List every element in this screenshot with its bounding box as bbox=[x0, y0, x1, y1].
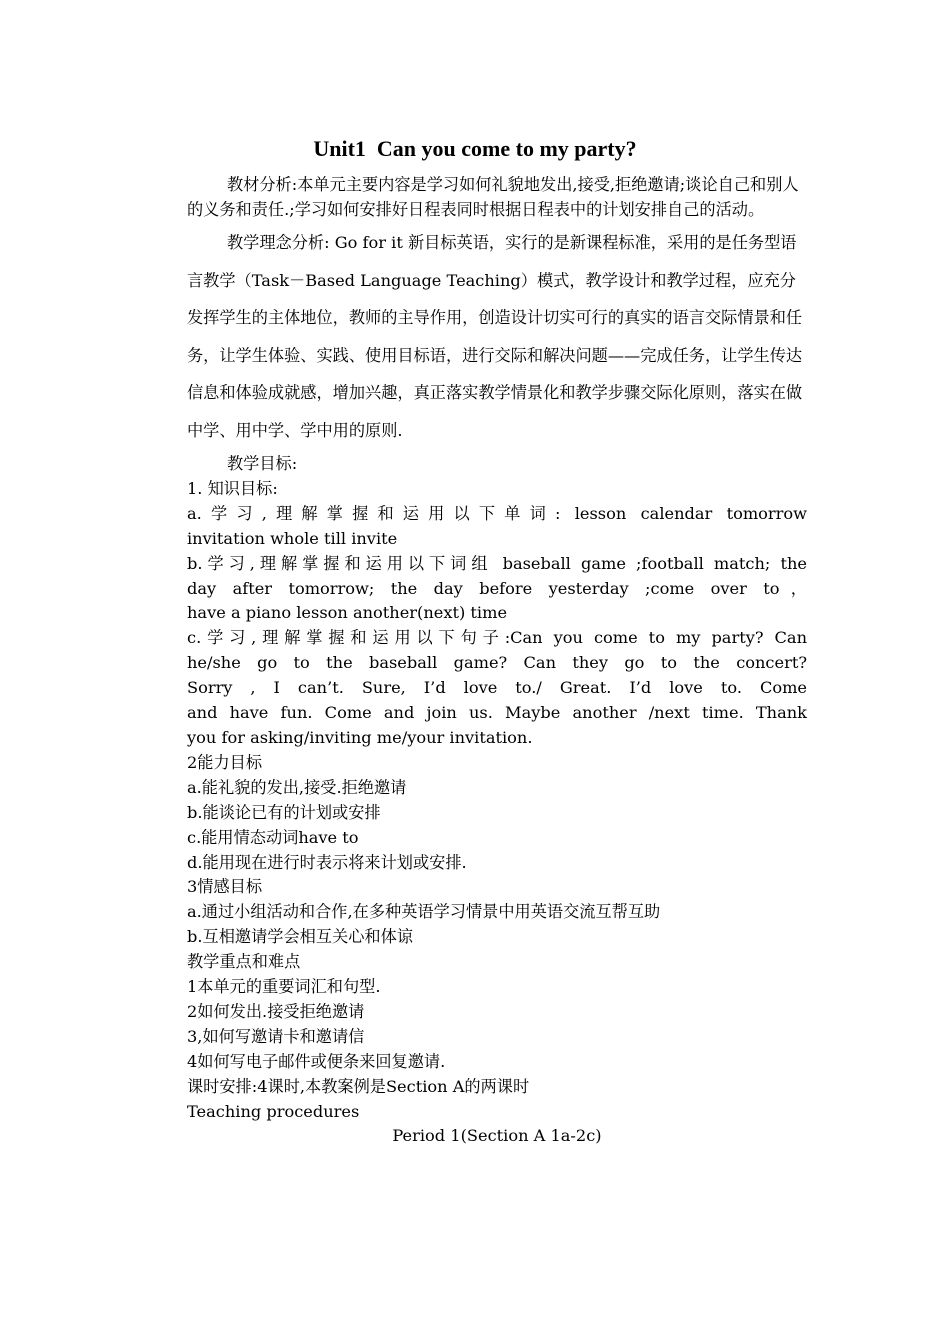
goals-heading: 教学目标: bbox=[227, 454, 298, 473]
ability-goals-heading: 2能力目标 bbox=[187, 752, 263, 772]
goal-c-line-1: c.学习,理解掌握和运用以下句子:Can you come to my party? Can bbox=[187, 628, 807, 648]
ability-goal-item: a.能礼貌的发出,接受.拒绝邀请 bbox=[187, 777, 407, 797]
procedures-heading: Teaching procedures bbox=[187, 1101, 360, 1121]
goal-c-line-4: and have fun. Come and join us. Maybe another /next time. Thank bbox=[187, 703, 807, 723]
goal-a-line-1: a.学习,理解掌握和运用以下单词: lesson calendar tomorrow bbox=[187, 503, 807, 523]
emotion-goals-heading: 3情感目标 bbox=[187, 877, 263, 897]
key-point-item: 1本单元的重要词汇和句型. bbox=[187, 977, 381, 997]
teaching-concept-paragraph: 教学理念分析: Go for it 新目标英语，实行的是新课程标准，采用的是任务型语言教学（Task－Based Language Teaching）模式，教学设计和教学过程，应充分发挥学生的主体地位，教师的主导作用，创造设计切实可行的真实的语言交际情景和任务，让学生体验、实践、使用目标语，进行交际和解决问题——完成任务，让学生传达信息和体验成就感，增加兴趣，真正落实教学情景化和教学步骤交际化原则，落实在做中学、用中学、学中用的原则. bbox=[187, 233, 803, 440]
document-body bbox=[187, 172, 807, 1149]
goal-b-line-2: day after tomorrow; the day before yesterday ;come over to， bbox=[187, 578, 807, 598]
key-points-section bbox=[187, 950, 807, 1075]
goal-c-line-2: he/she go to the baseball game? Can they go to the concert? bbox=[187, 653, 807, 673]
knowledge-goals-heading: 1. 知识目标: bbox=[187, 478, 278, 498]
ability-goal-item: d.能用现在进行时表示将来计划或安排. bbox=[187, 852, 467, 872]
emotion-goal-item: b.互相邀请学会相互关心和体谅 bbox=[187, 927, 413, 947]
goal-b-line-3: have a piano lesson another(next) time bbox=[187, 603, 508, 623]
goal-a-line-2: invitation whole till invite bbox=[187, 528, 398, 548]
goal-c-line-3: Sorry , I can’t. Sure, I’d love to./ Great. I’d love to. Come bbox=[187, 678, 807, 698]
key-point-item: 3,如何写邀请卡和邀请信 bbox=[187, 1026, 365, 1046]
ability-goal-item: b.能谈论已有的计划或安排 bbox=[187, 802, 381, 822]
emotion-goal-item: a.通过小组活动和合作,在多种英语学习情景中用英语交流互帮互助 bbox=[187, 902, 661, 922]
key-points-heading: 教学重点和难点 bbox=[187, 952, 301, 972]
teaching-goals-section bbox=[187, 452, 807, 950]
key-point-item: 4如何写电子邮件或便条来回复邀请. bbox=[187, 1051, 446, 1071]
material-analysis-paragraph: 教材分析:本单元主要内容是学习如何礼貌地发出,接受,拒绝邀请;谈论自己和别人的义务和责任.;学习如何安排好日程表同时根据日程表中的计划安排自己的活动。 bbox=[187, 175, 799, 219]
ability-goal-item: c.能用情态动词have to bbox=[187, 827, 359, 847]
goal-b-line-1: b.学习,理解掌握和运用以下词组 baseball game ;football match; the bbox=[187, 553, 807, 573]
period-heading: Period 1(Section A 1a-2c) bbox=[392, 1126, 602, 1146]
goal-c-line-5: you for asking/inviting me/your invitation. bbox=[187, 727, 533, 747]
schedule-line: 课时安排:4课时,本教案例是Section A的两课时 bbox=[187, 1076, 530, 1096]
key-point-item: 2如何发出.接受拒绝邀请 bbox=[187, 1001, 365, 1021]
page-title: Unit1 Can you come to my party? bbox=[313, 136, 637, 161]
